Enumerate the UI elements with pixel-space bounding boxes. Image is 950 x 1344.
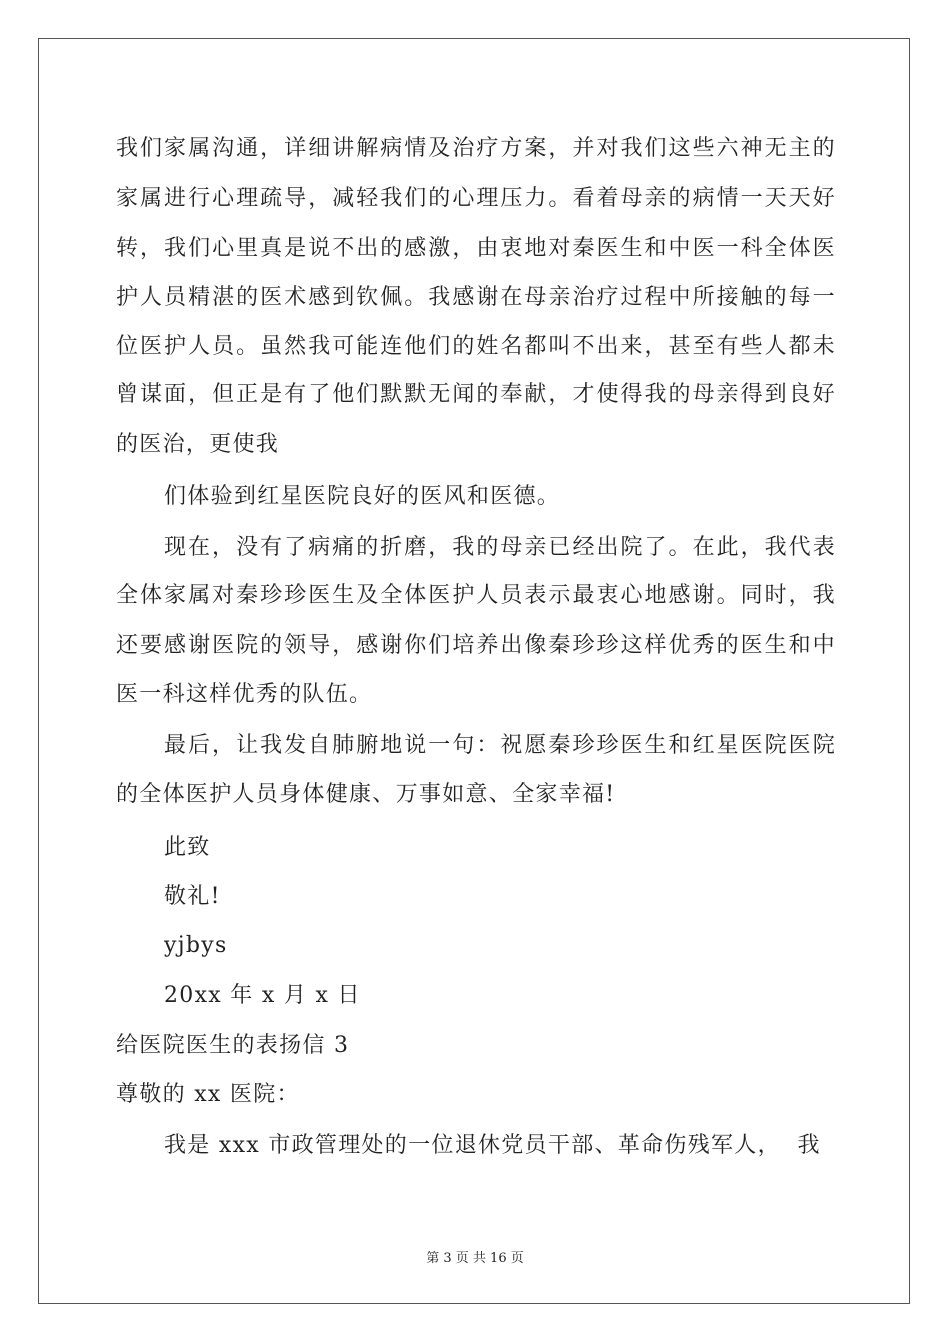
text-line: 还要感谢医院的领导，感谢你们培养出像秦珍珍这样优秀的医生和中: [116, 633, 836, 658]
page-border: [38, 38, 910, 1304]
text-line: 护人员精湛的医术感到钦佩。我感谢在母亲治疗过程中所接触的每一: [116, 285, 836, 310]
text-line: 我是 xxx 市政管理处的一位退休党员干部、革命伤残军人， 我: [164, 1133, 821, 1158]
text-line: 家属进行心理疏导，减轻我们的心理压力。看着母亲的病情一天天好: [116, 186, 836, 211]
text-line: 医一科这样优秀的队伍。: [116, 682, 373, 707]
text-line: 最后，让我发自肺腑地说一句：祝愿秦珍珍医生和红星医院医院: [164, 733, 836, 758]
text-line: 我们家属沟通，详细讲解病情及治疗方案，并对我们这些六神无主的: [116, 136, 836, 161]
text-line: 们体验到红星医院良好的医风和医德。: [164, 484, 561, 509]
text-line: 的医治，更使我: [116, 432, 280, 457]
text-line: 曾谋面，但正是有了他们默默无闻的奉献，才使得我的母亲得到良好: [116, 382, 836, 407]
text-line: 敬礼!: [164, 884, 221, 909]
text-line: 20xx 年 x 月 x 日: [164, 983, 361, 1008]
text-line: 全体家属对秦珍珍医生及全体医护人员表示最衷心地感谢。同时，我: [116, 583, 836, 608]
text-line: 位医护人员。虽然我可能连他们的姓名都叫不出来，甚至有些人都未: [116, 334, 836, 359]
page-footer: 第 3 页 共 16 页: [426, 1251, 524, 1266]
section-heading: 给医院医生的表扬信 3: [116, 1033, 350, 1058]
salutation: 尊敬的 xx 医院：: [116, 1082, 300, 1107]
text-line: yjbys: [164, 933, 228, 958]
text-line: 现在，没有了病痛的折磨，我的母亲已经出院了。在此，我代表: [164, 535, 836, 560]
text-line: 的全体医护人员身体健康、万事如意、全家幸福!: [116, 782, 616, 807]
text-line: 此致: [164, 835, 211, 860]
text-line: 转，我们心里真是说不出的感激，由衷地对秦医生和中医一科全体医: [116, 236, 836, 261]
